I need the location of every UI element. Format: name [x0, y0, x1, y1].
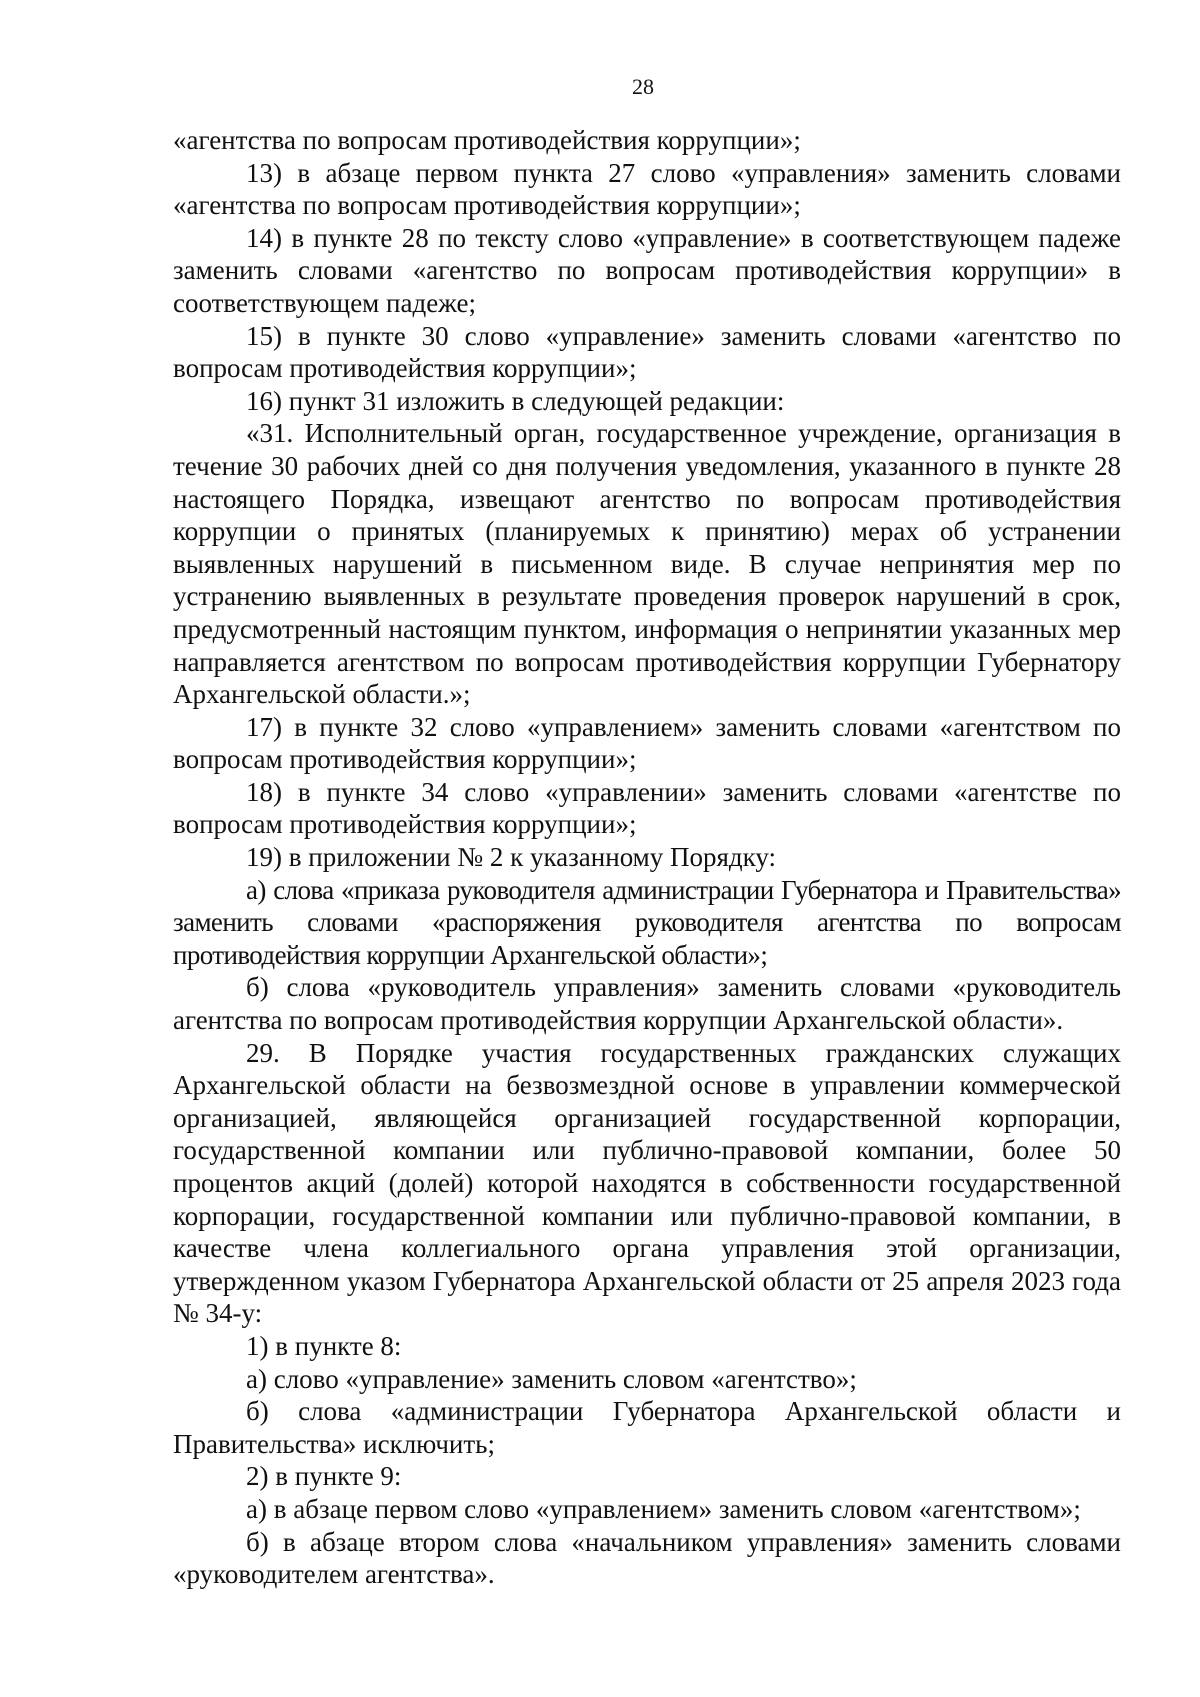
paragraph: 1) в пункте 8: — [246, 1330, 402, 1361]
paragraph: б) слова «руководитель управления» заменить словами «руководитель агентства по вопросам противодействия коррупции Архангельской области». — [173, 972, 1121, 1036]
paragraph: 14) в пункте 28 по тексту слово «управление» в соответствующем падеже заменить словами «агентство по вопросам противодействия коррупции» в соответствующем падеже; — [173, 222, 1121, 318]
page-number: 28 — [632, 74, 654, 99]
paragraph: а) в абзаце первом слово «управлением» заменить словом «агентством»; — [246, 1493, 1081, 1524]
paragraph: «31. Исполнительный орган, государственное учреждение, организация в течение 30 рабочих дней со дня получения уведомления, указанного в пункте 28 настоящего Порядка, извещают агентство по вопросам противодействия коррупции о принятых (планируемых к принятию) мерах об устранении выявленных нарушений в письменном виде. В случае непринятия мер по устранению выявленных в результате проведения проверок нарушений в срок, предусмотренный настоящим пунктом, информация о непринятии указанных мер направляется агентством по вопросам противодействия коррупции Губернатору Архангельской области.»; — [173, 418, 1121, 710]
paragraph: 13) в абзаце первом пункта 27 слово «управления» заменить словами «агентства по вопросам противодействия коррупции»; — [173, 157, 1121, 221]
paragraph: 15) в пункте 30 слово «управление» заменить словами «агентство по вопросам противодействия коррупции»; — [173, 320, 1121, 384]
paragraph: б) слова «администрации Губернатора Архангельской области и Правительства» исключить; — [173, 1396, 1121, 1459]
paragraph: а) слово «управление» заменить словом «агентство»; — [246, 1363, 857, 1394]
paragraph: 19) в приложении № 2 к указанному Порядку: — [246, 842, 777, 873]
paragraph: 16) пункт 31 изложить в следующей редакции: — [246, 385, 785, 416]
paragraph: а) слова «приказа руководителя администрации Губернатора и Правительства» заменить словами «распоряжения руководителя агентства по вопросам противодействия коррупции Архангельской области»; — [173, 874, 1121, 970]
paragraph: 29. В Порядке участия государственных гражданских служащих Архангельской области на безвозмездной основе в управлении коммерческой организацией, являющейся организацией государственной корпорации, государственной компании или публично-правовой компании, более 50 процентов акций (долей) которой находятся в собственности государственной корпорации, государственной компании или публично-правовой компании, в качестве члена коллегиального органа управления этой организации, утвержденном указом Губернатора Архангельской области от 25 апреля 2023 года № 34-у: — [173, 1037, 1121, 1329]
paragraph: 17) в пункте 32 слово «управлением» заменить словами «агентством по вопросам противодействия коррупции»; — [173, 711, 1121, 775]
document-body — [173, 124, 1121, 1591]
paragraph: 2) в пункте 9: — [246, 1461, 402, 1492]
paragraph: «агентства по вопросам противодействия коррупции»; — [173, 125, 801, 155]
paragraph: 18) в пункте 34 слово «управлении» заменить словами «агентстве по вопросам противодействия коррупции»; — [173, 776, 1121, 840]
paragraph: б) в абзаце втором слова «начальником управления» заменить словами «руководителем агентства». — [173, 1526, 1121, 1590]
